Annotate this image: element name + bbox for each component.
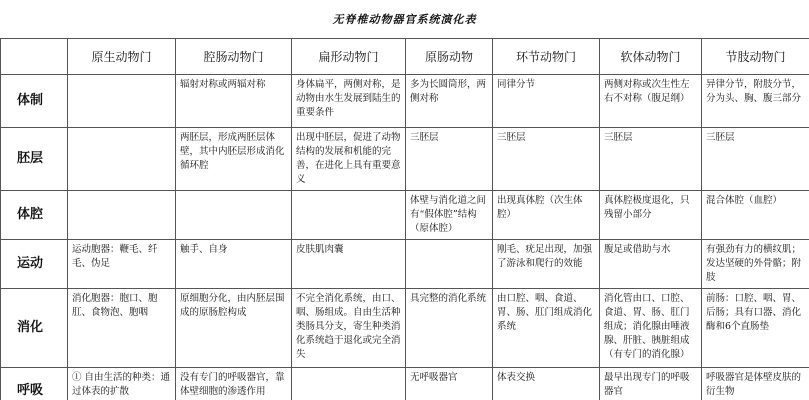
table-cell: 腹足或借助与水 (600, 240, 702, 289)
table-cell (292, 191, 406, 240)
row-header: 消化 (1, 289, 68, 368)
table-cell: 多为长圆筒形，两侧对称 (406, 75, 493, 128)
table-cell: ① 自由生活的种类：通过体表的扩散 (68, 368, 176, 400)
column-header: 腔肠动物门 (176, 39, 292, 75)
table-cell: 没有专门的呼吸器官，靠体壁细胞的渗透作用 (176, 368, 292, 400)
table-cell: 两侧对称或次生性左右不对称（腹足纲） (600, 75, 702, 128)
table-cell: 出现中胚层，促进了动物结构的发展和机能的完善，在进化上具有重要意义 (292, 128, 406, 191)
column-header: 软体动物门 (600, 39, 702, 75)
table-cell: 三胚层 (702, 128, 809, 191)
row-header: 呼吸 (1, 368, 68, 400)
header-row (1, 39, 809, 75)
table-cell: 具完整的消化系统 (406, 289, 493, 368)
table-cell: 三胚层 (600, 128, 702, 191)
table-cell: 运动胞器：鞭毛、纤毛、伪足 (68, 240, 176, 289)
column-header: 原肠动物 (406, 39, 493, 75)
table-cell: 消化管由口、口腔、食道、胃、肠、肛门组成；消化腺由唾液腺、肝脏、胰脏组成（有专门的消化腺） (600, 289, 702, 368)
table-cell (292, 368, 406, 400)
table-cell: 皮肤肌肉囊 (292, 240, 406, 289)
table-cell: 有强劲有力的横纹肌；发达坚硬的外骨骼；附肢 (702, 240, 809, 289)
evolution-table (0, 38, 809, 400)
table-cell: 三胚层 (493, 128, 600, 191)
table-cell (68, 191, 176, 240)
table-row (1, 289, 809, 368)
table-cell: 无呼吸器官 (406, 368, 493, 400)
row-header: 运动 (1, 240, 68, 289)
row-header: 体腔 (1, 191, 68, 240)
table-cell (176, 191, 292, 240)
table-cell: 原细胞分化，由内胚层围成的原肠腔构成 (176, 289, 292, 368)
column-header: 环节动物门 (493, 39, 600, 75)
table-cell: 两胚层，形成两胚层体壁，其中内胚层形成消化循环腔 (176, 128, 292, 191)
table-cell: 体表交换 (493, 368, 600, 400)
column-header: 节肢动物门 (702, 39, 809, 75)
table-cell: 由口腔、咽、食道、胃、肠、肛门组成消化系统 (493, 289, 600, 368)
table-row (1, 240, 809, 289)
page-title: 无脊椎动物器官系统演化表 (0, 0, 809, 39)
table-cell: 触手、自身 (176, 240, 292, 289)
table-cell: 同律分节 (493, 75, 600, 128)
table-cell (68, 75, 176, 128)
table-row (1, 368, 809, 400)
table-cell: 身体扁平，两侧对称，是动物由水生发展到陆生的重要条件 (292, 75, 406, 128)
table-cell: 真体腔极度退化，只残留小部分 (600, 191, 702, 240)
table-cell: 呼吸器官是体壁皮肤的衍生物 (702, 368, 809, 400)
table-row (1, 128, 809, 191)
table-cell: 不完全消化系统，由口、咽、肠组成。自由生活种类肠具分支，寄生种类消化系统趋于退化或完全消失 (292, 289, 406, 368)
table-cell: 最早出现专门的呼吸器官 (600, 368, 702, 400)
table-cell: 刚毛、疣足出现，加强了游泳和爬行的效能 (493, 240, 600, 289)
table-row (1, 75, 809, 128)
row-header: 体制 (1, 75, 68, 128)
table-cell: 出现真体腔（次生体腔） (493, 191, 600, 240)
table-cell: 前肠：口腔、咽、胃、后肠；具有口器、消化酶和6个直肠垫 (702, 289, 809, 368)
table-row (1, 191, 809, 240)
table-cell: 异律分节，附肢分节，分为头、胸、腹三部分 (702, 75, 809, 128)
corner-cell (1, 39, 68, 75)
table-cell (68, 128, 176, 191)
table-cell: 消化胞器：胞口、胞肛、食物泡、胞咽 (68, 289, 176, 368)
table-cell: 三胚层 (406, 128, 493, 191)
row-header: 胚层 (1, 128, 68, 191)
column-header: 扁形动物门 (292, 39, 406, 75)
column-header: 原生动物门 (68, 39, 176, 75)
table-cell: 辐射对称或两辐对称 (176, 75, 292, 128)
table-cell (406, 240, 493, 289)
table-cell: 体壁与消化道之间有“假体腔”结构（原体腔） (406, 191, 493, 240)
table-cell: 混合体腔（血腔） (702, 191, 809, 240)
